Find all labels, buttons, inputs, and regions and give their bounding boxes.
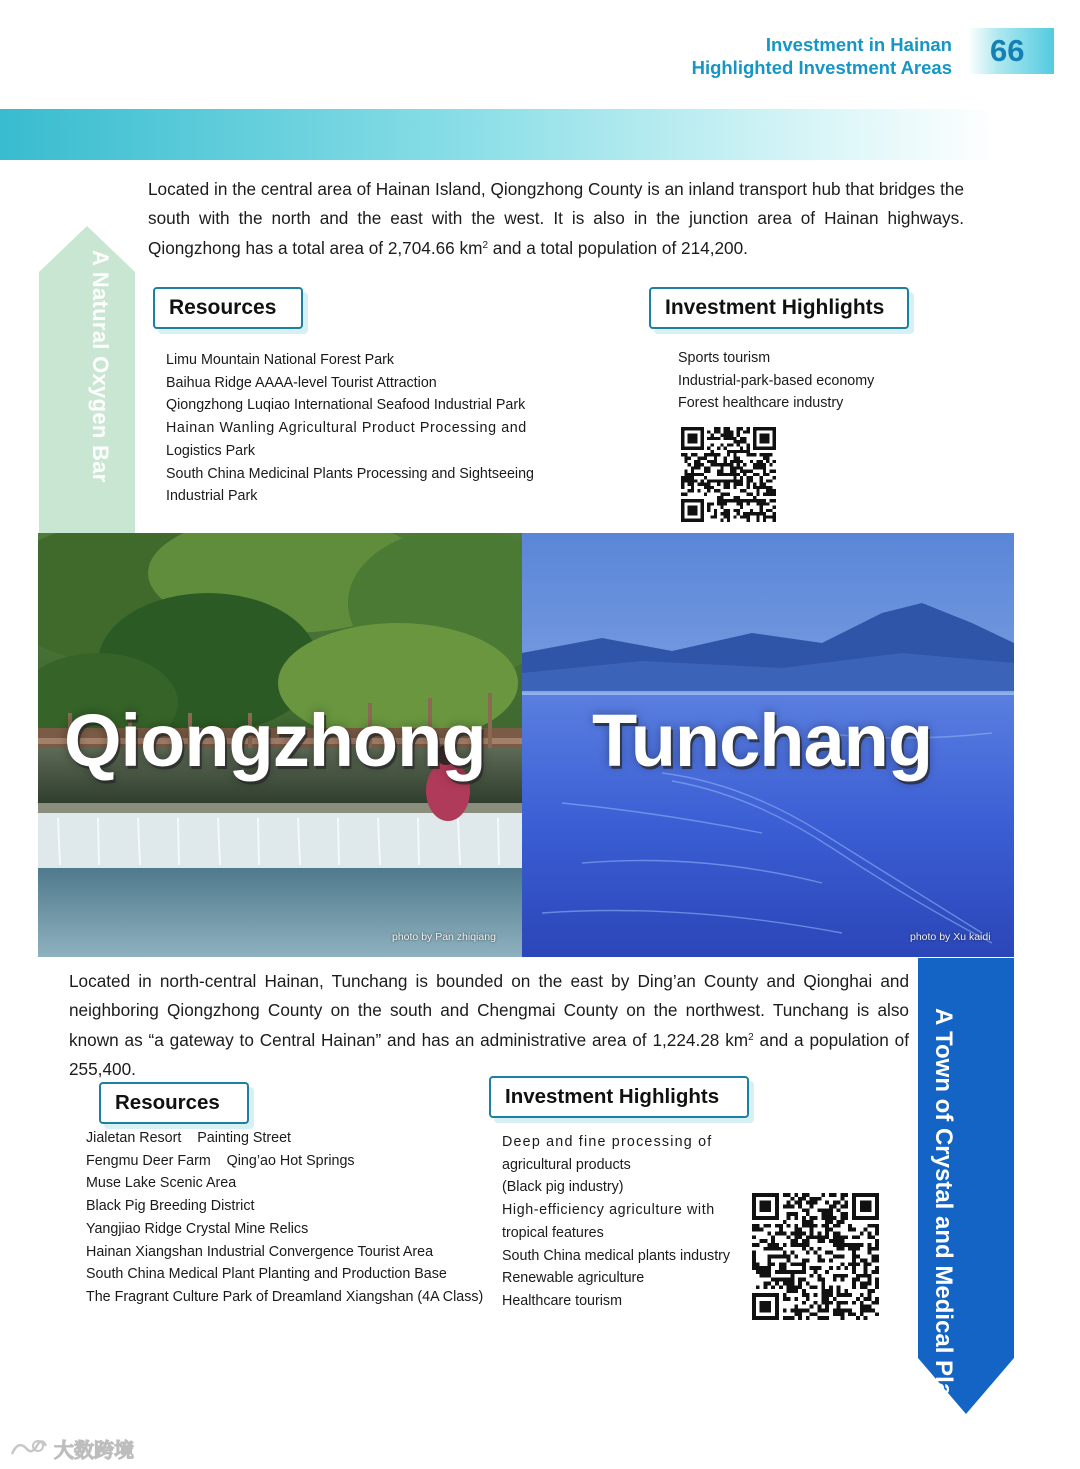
header-band <box>0 109 996 160</box>
list-item: Industrial Park <box>166 488 258 505</box>
qr-pattern <box>681 427 776 522</box>
list-item: The Fragrant Culture Park of Dreamland Xiangshan (4A Class) <box>86 1288 484 1305</box>
list-item: tropical features <box>502 1224 604 1241</box>
superscript: 2 <box>748 1032 754 1043</box>
list-item: High-efficiency agriculture with <box>502 1202 715 1219</box>
list-item: Limu Mountain National Forest Park <box>166 352 395 368</box>
right-ribbon-line-1: A Town of Crystal and <box>930 1008 957 1259</box>
qiongzhong-photo-credit: photo by Pan zhiqiang <box>392 931 496 943</box>
list-item: Baihua Ridge AAAA-level Tourist Attraction <box>166 374 437 391</box>
qiongzhong-highlights-list <box>678 347 874 415</box>
qiongzhong-highlights-heading: Investment Highlights <box>649 287 909 329</box>
tunchang-intro <box>69 967 909 1083</box>
list-item: South China Medical Plant Planting and Production Base <box>86 1266 447 1283</box>
list-item: Hainan Wanling Agricultural Product Processing and <box>166 420 527 437</box>
tunchang-highlights-heading: Investment Highlights <box>489 1076 749 1118</box>
qiongzhong-resources-heading: Resources <box>153 287 303 329</box>
tunchang-qr-code[interactable] <box>752 1193 879 1320</box>
list-item: Deep and fine processing of <box>502 1134 713 1150</box>
list-item: Jialetan Resort Painting Street <box>86 1130 292 1146</box>
page-number: 66 <box>968 28 1054 74</box>
header-titles <box>692 33 952 79</box>
left-ribbon-label: A Natural Oxygen Bar <box>88 250 113 483</box>
list-item: Industrial-park-based economy <box>678 372 875 389</box>
qiongzhong-qr-code[interactable] <box>681 427 776 522</box>
list-item: South China medical plants industry <box>502 1247 731 1264</box>
tunchang-photo-title: Tunchang <box>592 699 933 782</box>
tunchang-highlights-list <box>502 1131 730 1313</box>
list-item: Forest healthcare industry <box>678 395 844 412</box>
qiongzhong-intro-text: Located in the central area of Hainan Island, Qiongzhong County is an inland transport hub that bridges the south with the north and the east with the west. It is also in the junction area of Hainan highways. Qiongzhong has a total area of 2,704.66 km <box>148 179 964 258</box>
right-ribbon-label <box>927 1008 959 1432</box>
list-item: South China Medicinal Plants Processing and Sightseeing <box>166 465 534 482</box>
list-item: Muse Lake Scenic Area <box>86 1175 237 1192</box>
qiongzhong-intro <box>148 175 964 263</box>
header-line-2: Highlighted Investment Areas <box>691 57 952 78</box>
list-item: (Black pig industry) <box>502 1179 624 1196</box>
list-item: Black Pig Breeding District <box>86 1198 255 1215</box>
qiongzhong-photo-title: Qiongzhong <box>64 699 486 782</box>
header-line-1: Investment in Hainan <box>765 34 952 55</box>
list-item: Logistics Park <box>166 442 255 459</box>
list-item: agricultural products <box>502 1156 631 1173</box>
tunchang-intro-text: Located in north-central Hainan, Tunchang is bounded on the east by Ding’an County and Qionghai and neighboring Qiongzhong County on the south and Chengmai County on the northwest. Tunchang is also known as “a gateway to Central Hainan” and has an administrative area of 1,224.28 km <box>69 971 909 1050</box>
list-item: Sports tourism <box>678 350 771 366</box>
list-item: Fengmu Deer Farm Qing’ao Hot Springs <box>86 1152 355 1169</box>
watermark-text: 大数跨境 <box>54 1440 134 1462</box>
qiongzhong-intro-text-end: and a total population of 214,200. <box>488 238 748 258</box>
list-item: Qiongzhong Luqiao International Seafood Industrial Park <box>166 397 526 414</box>
list-item: Yangjiao Ridge Crystal Mine Relics <box>86 1220 309 1237</box>
list-item: Renewable agriculture <box>502 1270 645 1287</box>
list-item: Healthcare tourism <box>502 1292 622 1309</box>
tunchang-photo-credit: photo by Xu kaidi <box>910 931 991 943</box>
tunchang-resources-heading: Resources <box>99 1082 249 1124</box>
tunchang-intro-text-end: and a population of 255,400. <box>69 1030 909 1079</box>
qr-pattern <box>752 1193 879 1320</box>
qiongzhong-resources-list <box>166 349 534 508</box>
list-item: Hainan Xiangshan Industrial Convergence Tourist Area <box>86 1243 434 1260</box>
tunchang-resources-list <box>86 1127 483 1309</box>
superscript: 2 <box>482 240 488 251</box>
watermark-logo-icon <box>8 1438 50 1460</box>
watermark <box>8 1434 134 1463</box>
right-ribbon-line-2: Medical Plants <box>930 1265 957 1433</box>
